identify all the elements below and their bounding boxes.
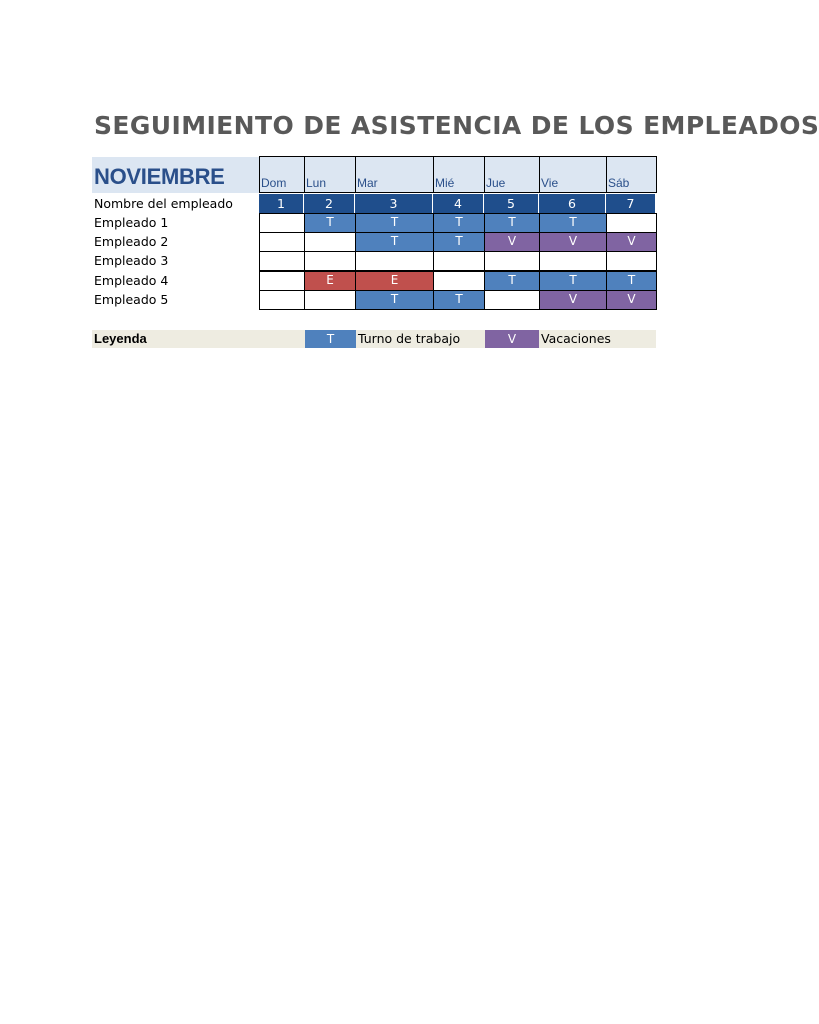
- legend-title: Leyenda: [94, 331, 147, 346]
- legend-swatch-vacation: V: [485, 330, 539, 348]
- employee-column-header: Nombre del empleado: [94, 196, 233, 211]
- attendance-cell[interactable]: T: [355, 213, 434, 233]
- employee-name-4[interactable]: Empleado 4: [94, 273, 169, 288]
- attendance-cell[interactable]: T: [606, 271, 657, 291]
- legend-label-work-shift: Turno de trabajo: [358, 331, 461, 346]
- day-header-lun[interactable]: Lun: [304, 156, 356, 193]
- employee-name-2[interactable]: Empleado 2: [94, 234, 169, 249]
- attendance-cell[interactable]: [433, 251, 485, 271]
- attendance-cell[interactable]: V: [606, 290, 657, 310]
- attendance-cell[interactable]: [484, 290, 540, 310]
- attendance-cell[interactable]: E: [355, 271, 434, 291]
- attendance-cell[interactable]: [606, 251, 657, 271]
- attendance-cell[interactable]: T: [304, 213, 356, 233]
- date-cell-5[interactable]: 5: [484, 194, 539, 213]
- attendance-cell[interactable]: [259, 271, 305, 291]
- date-cell-3[interactable]: 3: [355, 194, 433, 213]
- day-header-mar[interactable]: Mar: [355, 156, 434, 193]
- attendance-cell[interactable]: [433, 271, 485, 291]
- attendance-cell[interactable]: [259, 290, 305, 310]
- day-header-vie[interactable]: Vie: [539, 156, 607, 193]
- attendance-cell[interactable]: V: [539, 232, 607, 252]
- employee-name-1[interactable]: Empleado 1: [94, 215, 169, 230]
- attendance-cell[interactable]: [259, 232, 305, 252]
- attendance-cell[interactable]: T: [433, 213, 485, 233]
- attendance-cell[interactable]: [259, 213, 305, 233]
- attendance-cell[interactable]: V: [484, 232, 540, 252]
- date-cell-4[interactable]: 4: [433, 194, 484, 213]
- attendance-cell[interactable]: T: [355, 232, 434, 252]
- attendance-cell[interactable]: [355, 251, 434, 271]
- attendance-cell[interactable]: V: [539, 290, 607, 310]
- month-label: NOVIEMBRE: [94, 164, 225, 189]
- employee-name-5[interactable]: Empleado 5: [94, 292, 169, 307]
- day-header-mie[interactable]: Mié: [433, 156, 485, 193]
- legend-swatch-work-shift: T: [305, 330, 356, 348]
- date-cell-2[interactable]: 2: [304, 194, 355, 213]
- attendance-cell[interactable]: T: [484, 213, 540, 233]
- attendance-cell[interactable]: T: [539, 271, 607, 291]
- attendance-cell[interactable]: [484, 251, 540, 271]
- day-header-dom[interactable]: Dom: [259, 156, 305, 193]
- page-title: SEGUIMIENTO DE ASISTENCIA DE LOS EMPLEADOS: [94, 111, 819, 140]
- attendance-cell[interactable]: T: [484, 271, 540, 291]
- legend-label-vacation: Vacaciones: [541, 331, 611, 346]
- attendance-cell[interactable]: E: [304, 271, 356, 291]
- day-header-jue[interactable]: Jue: [484, 156, 540, 193]
- attendance-cell[interactable]: [304, 251, 356, 271]
- attendance-cell[interactable]: [539, 251, 607, 271]
- attendance-cell[interactable]: [304, 290, 356, 310]
- attendance-cell[interactable]: [259, 251, 305, 271]
- attendance-cell[interactable]: T: [539, 213, 607, 233]
- attendance-cell[interactable]: T: [355, 290, 434, 310]
- attendance-cell[interactable]: T: [433, 232, 485, 252]
- day-header-sab[interactable]: Sáb: [606, 156, 657, 193]
- attendance-cell[interactable]: V: [606, 232, 657, 252]
- attendance-cell[interactable]: [304, 232, 356, 252]
- employee-name-3[interactable]: Empleado 3: [94, 253, 169, 268]
- date-cell-6[interactable]: 6: [539, 194, 606, 213]
- attendance-cell[interactable]: T: [433, 290, 485, 310]
- date-cell-1[interactable]: 1: [259, 194, 304, 213]
- attendance-cell[interactable]: [606, 213, 657, 233]
- date-cell-7[interactable]: 7: [606, 194, 656, 213]
